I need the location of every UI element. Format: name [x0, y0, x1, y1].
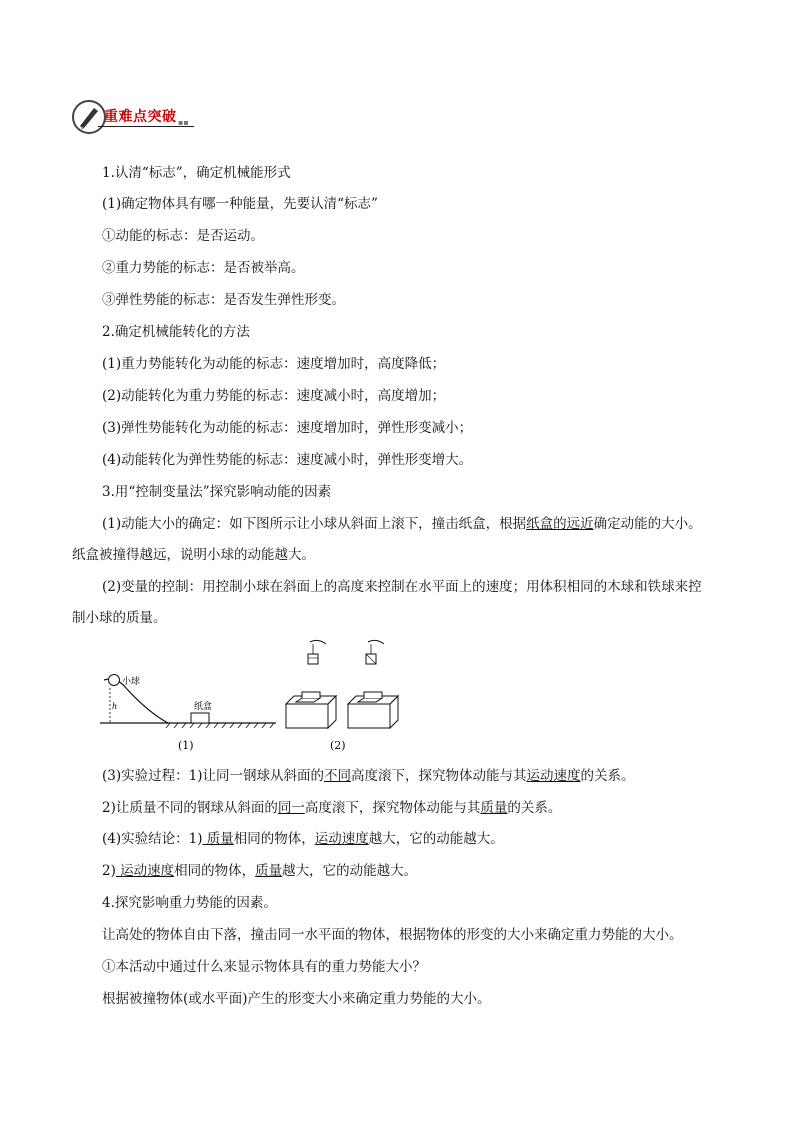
paragraph-3-4: (4)实验结论：1) 质量相同的物体，运动速度越大，它的动能越大。 — [102, 831, 504, 847]
experiment-figure — [96, 636, 416, 754]
sand-box-right-icon — [348, 692, 398, 728]
paragraph-8: (2)动能转化为重力势能的标志：速度减小时，高度增加； — [102, 388, 446, 404]
paragraph-4: 4.探究影响重力势能的因素。 — [102, 895, 277, 911]
paragraph-4-2: ①本活动中通过什么来显示物体具有的重力势能大小？ — [102, 959, 426, 975]
section-title: 重难点突破 — [104, 109, 177, 125]
ball-icon — [109, 675, 120, 686]
paragraph-3-3-b: 2)让质量不同的钢球从斜面的同一高度滚下，探究物体动能与其质量的关系。 — [102, 800, 562, 816]
paragraph-3-3: (3)实验过程：1)让同一钢球从斜面的不同高度滚下，探究物体动能与其运动速度的关系。 — [102, 768, 635, 784]
paragraph-10: (4)动能转化为弹性势能的标志：速度减小时，弹性形变增大。 — [102, 452, 473, 468]
pen-badge-icon — [72, 100, 106, 134]
height-label: h — [112, 702, 118, 711]
paragraph-3-1-cont: 纸盒被撞得越远，说明小球的动能越大。 — [72, 547, 315, 563]
box-label: 纸盒 — [194, 702, 213, 712]
caption-1: (1) — [178, 739, 194, 752]
paragraph-2: (1)确定物体具有哪一种能量，先要认清“标志” — [102, 196, 378, 212]
sand-box-left-icon — [286, 692, 336, 728]
header-decoration-icon: ▪▪ — [178, 118, 189, 127]
paragraph-3-2: (2)变量的控制：用控制小球在斜面上的高度来控制在水平面上的速度；用体积相同的木球和铁球来控 — [102, 579, 702, 595]
paragraph-6: 2.确定机械能转化的方法 — [102, 324, 250, 340]
paragraph-5: ③弹性势能的标志：是否发生弹性形变。 — [102, 292, 345, 308]
paragraph-7: (1)重力势能转化为动能的标志：速度增加时，高度降低； — [102, 356, 446, 372]
paragraph-1: 1.认清“标志”，确定机械能形式 — [102, 165, 291, 181]
experiment-diagram — [96, 636, 416, 754]
paragraph-11: 3.用“控制变量法”探究影响动能的因素 — [102, 484, 332, 500]
section-header — [70, 98, 194, 132]
paragraph-3-1: (1)动能大小的确定：如下图所示让小球从斜面上滚下，撞击纸盒，根据纸盒的远近确定动能的大小。 — [102, 516, 702, 532]
weight-right-icon — [366, 640, 384, 664]
weight-left-icon — [308, 640, 326, 664]
paragraph-3-2-cont: 制小球的质量。 — [72, 610, 167, 626]
paragraph-4-1: 让高处的物体自由下落，撞击同一水平面的物体，根据物体的形变的大小来确定重力势能的大小。 — [102, 927, 683, 943]
paragraph-4-3: 根据被撞物体(或水平面)产生的形变大小来确定重力势能的大小。 — [102, 991, 491, 1007]
paragraph-3-4-b: 2) 运动速度相同的物体，质量越大，它的动能越大。 — [102, 863, 418, 879]
ball-label: 小球 — [122, 677, 141, 687]
paragraph-3: ①动能的标志：是否运动。 — [102, 228, 264, 244]
caption-2: (2) — [330, 739, 346, 752]
paragraph-4: ②重力势能的标志：是否被举高。 — [102, 260, 305, 276]
paragraph-9: (3)弹性势能转化为动能的标志：速度增加时，弹性形变减小； — [102, 420, 473, 436]
paper-box-icon — [191, 713, 209, 723]
